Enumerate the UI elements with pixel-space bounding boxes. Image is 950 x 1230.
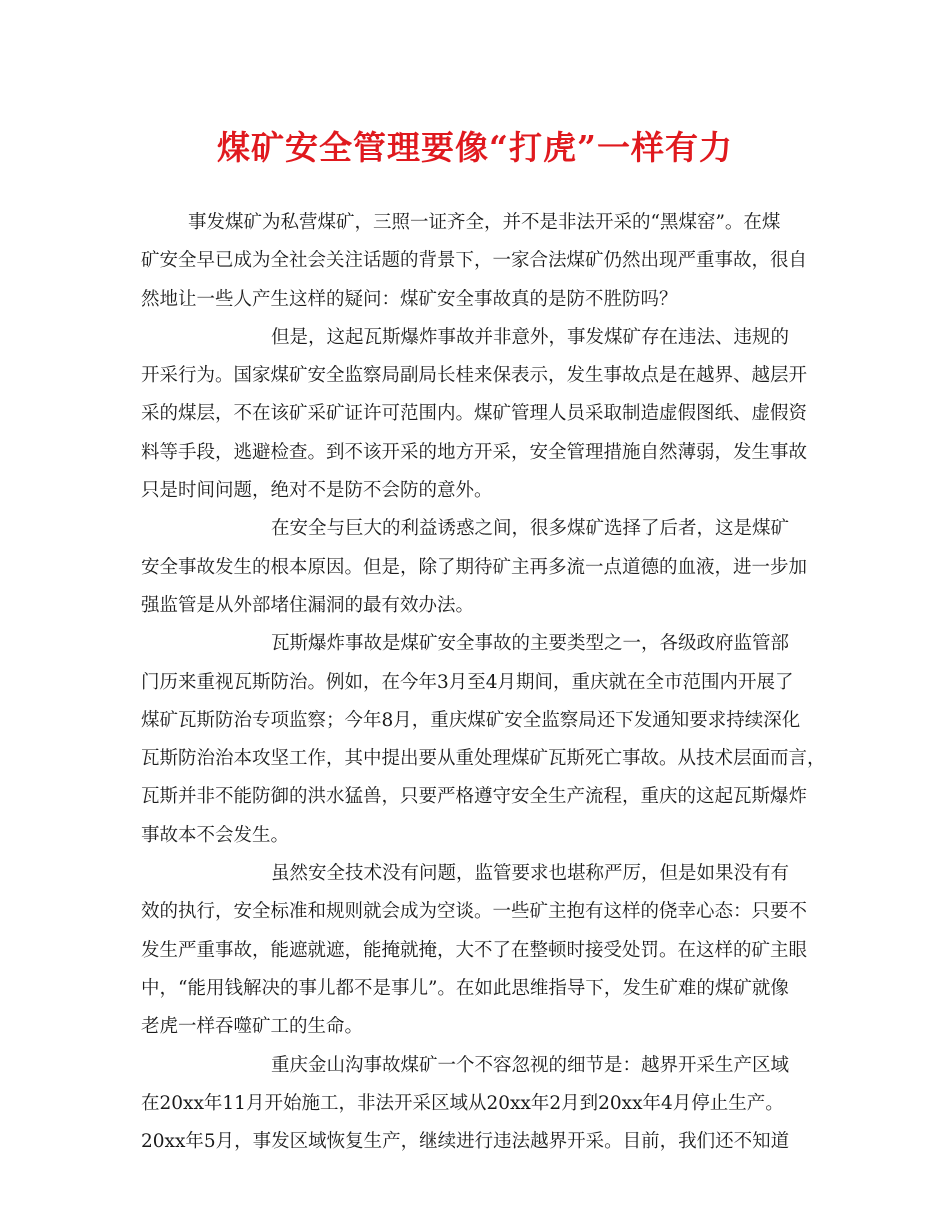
text-line: 然地让一些人产生这样的疑问：煤矿安全事故真的是防不胜防吗？: [141, 288, 678, 310]
text-line: 20xx年5月，事发区域恢复生产，继续进行违法越界开采。目前，我们还不知道: [141, 1131, 790, 1153]
text-line: 虽然安全技术没有问题，监管要求也堪称严厉，但是如果没有有: [271, 863, 790, 885]
paragraph-3: [141, 510, 821, 625]
text-line: 在安全与巨大的利益诱惑之间，很多煤矿选择了后者，这是煤矿: [271, 518, 790, 540]
text-line: 采的煤层，不在该矿采矿证许可范围内。煤矿管理人员采取制造虚假图纸、虚假资: [141, 403, 808, 425]
text-line: 煤矿瓦斯防治专项监察；今年8月，重庆煤矿安全监察局还下发通知要求持续深化: [141, 709, 801, 731]
text-line: 开采行为。国家煤矿安全监察局副局长桂来保表示，发生事故点是在越界、越层开: [141, 365, 808, 387]
paragraph-6: [141, 1047, 821, 1162]
paragraph-5: [141, 855, 821, 1046]
document-body: [141, 204, 826, 1161]
text-line: 安全事故发生的根本原因。但是，除了期待矿主再多流一点道德的血液，进一步加: [141, 556, 808, 578]
text-line: 强监管是从外部堵住漏洞的最有效办法。: [141, 594, 475, 616]
text-line: 瓦斯并非不能防御的洪水猛兽，只要严格遵守安全生产流程，重庆的这起瓦斯爆炸: [141, 786, 808, 808]
text-line: 中，“能用钱解决的事儿都不是事儿”。在如此思维指导下，发生矿难的煤矿就像: [141, 977, 789, 999]
text-line: 瓦斯防治治本攻坚工作，其中提出要从重处理煤矿瓦斯死亡事故。从技术层面而言，: [141, 748, 826, 770]
text-line: 料等手段，逃避检查。到不该开采的地方开采，安全管理措施自然薄弱，发生事故: [141, 441, 808, 463]
text-line: 但是，这起瓦斯爆炸事故并非意外，事发煤矿存在违法、违规的: [271, 326, 790, 348]
text-line: 重庆金山沟事故煤矿一个不容忽视的细节是：越界开采生产区域: [271, 1054, 790, 1076]
text-line: 事故本不会发生。: [141, 824, 290, 846]
text-line: 发生严重事故，能遮就遮，能掩就掩，大不了在整顿时接受处罚。在这样的矿主眼: [141, 939, 808, 961]
paragraph-1: [141, 204, 821, 319]
text-line: 只是时间问题，绝对不是防不会防的意外。: [141, 480, 493, 502]
text-line: 矿安全早已成为全社会关注话题的背景下，一家合法煤矿仍然出现严重事故，很自: [141, 250, 808, 272]
text-line: 瓦斯爆炸事故是煤矿安全事故的主要类型之一，各级政府监管部: [271, 633, 790, 655]
paragraph-4: [141, 625, 826, 855]
text-line: 门历来重视瓦斯防治。例如，在今年3月至4月期间，重庆就在全市范围内开展了: [141, 671, 794, 693]
text-line: 在20xx年11月开始施工，非法开采区域从20xx年2月到20xx年4月停止生产。: [141, 1092, 784, 1114]
text-line: 事发煤矿为私营煤矿，三照一证齐全，并不是非法开采的“黑煤窑”。在煤: [188, 212, 781, 233]
document-title: 煤矿安全管理要像“打虎”一样有力: [217, 128, 733, 167]
text-line: 老虎一样吞噬矿工的生命。: [141, 1016, 364, 1038]
text-line: 效的执行，安全标准和规则就会成为空谈。一些矿主抱有这样的侥幸心态：只要不: [141, 901, 808, 923]
paragraph-2: [141, 319, 821, 510]
